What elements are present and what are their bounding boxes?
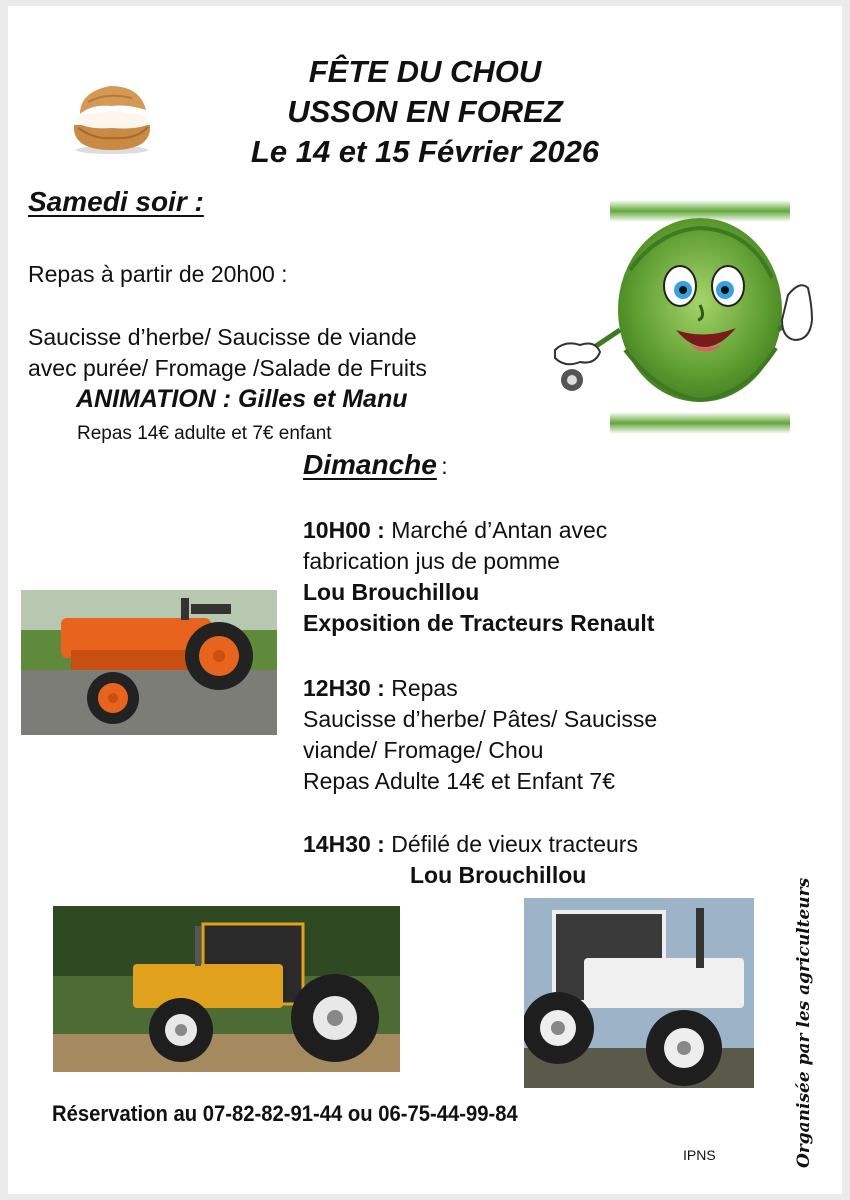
event-1-exhibition: Exposition de Tracteurs Renault xyxy=(303,610,655,636)
event-3-time: 14H30 : xyxy=(303,831,385,857)
event-3-performer: Lou Brouchillou xyxy=(410,862,587,888)
sunday-event-3 xyxy=(303,829,638,891)
event-1-time: 10H00 : xyxy=(303,517,385,543)
sunday-event-2 xyxy=(303,673,657,797)
white-tractor-image xyxy=(524,898,754,1088)
cabbage-mascot-image xyxy=(550,200,830,450)
cream-puff-image xyxy=(66,70,158,155)
sunday-heading-row xyxy=(303,449,448,482)
event-1-performer: Lou Brouchillou xyxy=(303,579,480,605)
sunday-heading-colon: : xyxy=(441,453,448,479)
event-2-line-4: Repas Adulte 14€ et Enfant 7€ xyxy=(303,768,616,794)
saturday-menu-line-1: Saucisse d’herbe/ Saucisse de viande xyxy=(28,324,417,350)
title-line-3: Le 14 et 15 Février 2026 xyxy=(250,134,600,169)
yellow-tractor-image xyxy=(53,906,400,1072)
event-2-line-2: Saucisse d’herbe/ Pâtes/ Saucisse xyxy=(303,706,658,732)
title-line-1: FÊTE DU CHOU xyxy=(308,54,542,89)
saturday-price: Repas 14€ adulte et 7€ enfant xyxy=(77,423,332,444)
event-2-line-3: viande/ Fromage/ Chou xyxy=(303,737,544,763)
event-3-line-1: Défilé de vieux tracteurs xyxy=(391,831,638,857)
event-2-line-1: Repas xyxy=(391,675,458,701)
saturday-animation: ANIMATION : Gilles et Manu xyxy=(76,385,408,413)
orange-tractor-image xyxy=(21,590,277,735)
organiser-credit: Organisée par les agriculteurs xyxy=(794,877,814,1168)
sunday-heading: Dimanche xyxy=(303,449,437,480)
title-line-2: USSON EN FOREZ xyxy=(287,94,563,129)
saturday-menu-line-2: avec purée/ Fromage /Salade de Fruits xyxy=(28,355,427,381)
reservation-phone-numbers: Réservation au 07-82-82-91-44 ou 06-75-44-99-84 xyxy=(52,1101,518,1126)
sunday-event-1 xyxy=(303,515,654,639)
saturday-heading: Samedi soir : xyxy=(28,186,204,217)
saturday-meal-time: Repas à partir de 20h00 : xyxy=(28,261,288,287)
event-1-line-2: fabrication jus de pomme xyxy=(303,548,560,574)
event-2-time: 12H30 : xyxy=(303,675,385,701)
ipns-label: IPNS xyxy=(683,1147,716,1163)
event-1-line-1: Marché d’Antan avec xyxy=(391,517,608,543)
